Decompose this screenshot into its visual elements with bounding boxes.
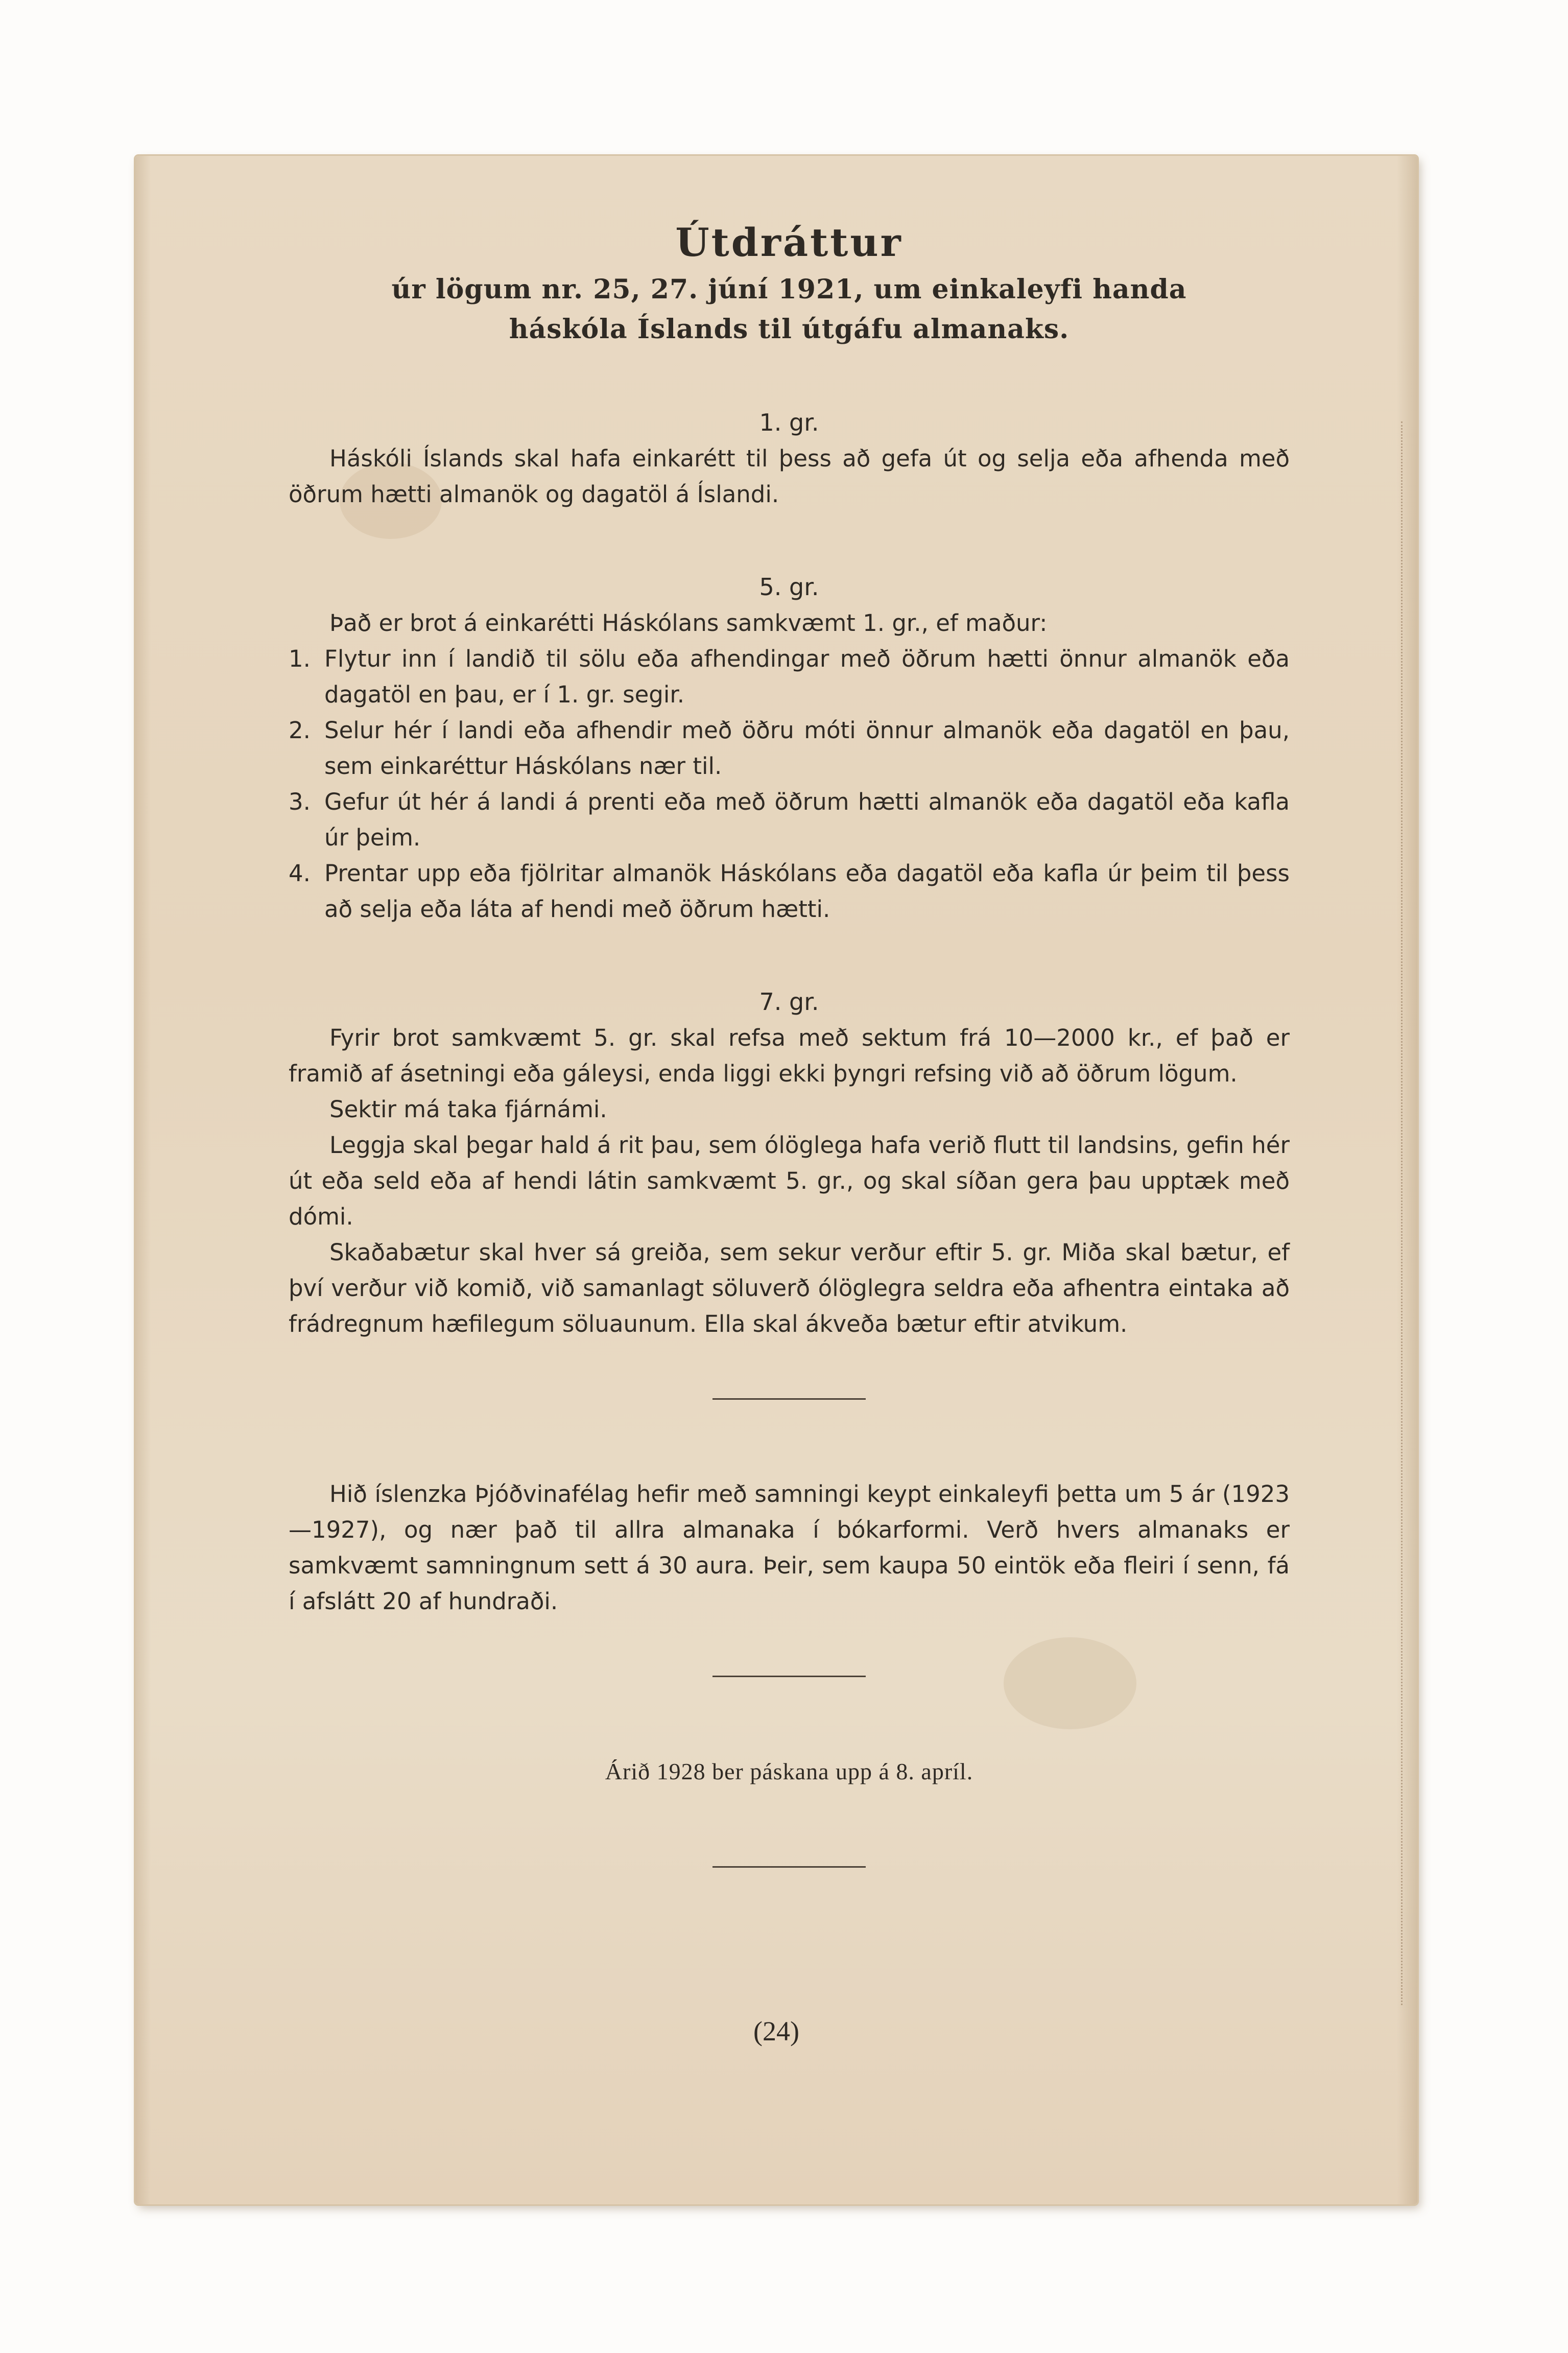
section-7-heading: 7. gr. [759, 988, 819, 1016]
section-7-paragraph: Leggja skal þegar hald á rit þau, sem ólöglega hafa verið flutt til landsins, gefin hér út eða seld eða af hendi látin samkvæmt 5. gr., og skal síðan gera þau upptæk með dómi. [289, 1132, 1290, 1230]
section-5-list [289, 641, 1290, 927]
spacer [289, 1790, 1290, 1866]
spacer [289, 1342, 1290, 1398]
section-7-paragraph: Fyrir brot samkvæmt 5. gr. skal refsa með sektum frá 10—2000 kr., ef það er framið af ásetningi eða gáleysi, enda liggi ekki þyngri refsing við að öðrum lögum. [289, 1024, 1290, 1087]
list-item-text: Gefur út hér á landi á prenti eða með öðrum hætti almanök eða dagatöl eða kafla úr þeim. [324, 788, 1290, 851]
list-item-text: Flytur inn í landið til sölu eða afhendingar með öðrum hætti önnur almanök eða dagatöl en þau, er í 1. gr. segir. [324, 645, 1290, 708]
spacer [289, 1677, 1290, 1754]
booklet-page [135, 156, 1417, 2204]
binding-stitch [1401, 421, 1410, 2005]
list-item-number: 2. [289, 717, 311, 744]
spacer [289, 1619, 1290, 1676]
spacer [289, 512, 1290, 569]
section-7-paragraph: Skaðabætur skal hver sá greiða, sem sekur verður eftir 5. gr. Miða skal bætur, ef því verður við komið, við samanlagt söluverð ólöglegra seldra eða afhentra eintaka að frádregnum hæfilegum söluaunum. Ella skal ákveða bætur eftir atvikum. [289, 1239, 1290, 1337]
notice-paragraph: Hið íslenzka Þjóðvinafélag hefir með samningi keypt einkaleyfi þetta um 5 ár (1923—1927), og nær það til allra almanaka í bókarformi. Verð hvers almanaks er samkvæmt samningnum sett á 30 aura. Þeir, sem kaupa 50 eintök eða fleiri í senn, fá í afslátt 20 af hundraði. [289, 1480, 1290, 1615]
divider-rule [712, 1866, 866, 1868]
list-item-number: 3. [289, 788, 311, 815]
list-item [289, 713, 1290, 784]
list-item-number: 1. [289, 645, 311, 672]
list-item [289, 856, 1290, 927]
document-title: Útdráttur [675, 220, 903, 265]
section-7-paragraph: Sektir má taka fjárnámi. [329, 1096, 607, 1123]
document-subtitle-line2: háskóla Íslands til útgáfu almanaks. [509, 314, 1070, 345]
list-item [289, 784, 1290, 856]
section-1-text: Háskóli Íslands skal hafa einkarétt til þess að gefa út og selja eða afhenda með öðrum hætti almanök og dagatöl á Íslandi. [289, 445, 1290, 508]
spacer [289, 348, 1290, 404]
page-number: (24) [753, 2016, 799, 2046]
list-item-number: 4. [289, 860, 311, 887]
page-content [289, 217, 1290, 1868]
page-shadow-left [135, 156, 151, 2204]
list-item-text: Prentar upp eða fjölritar almanök Háskólans eða dagatöl eða kafla úr þeim til þess að selja eða láta af hendi með öðrum hætti. [324, 860, 1290, 923]
list-item [289, 641, 1290, 713]
section-1-heading: 1. gr. [759, 409, 819, 436]
document-subtitle-line1: úr lögum nr. 25, 27. júní 1921, um einkaleyfi handa [391, 274, 1187, 305]
easter-date-line: Árið 1928 ber páskana upp á 8. apríl. [605, 1758, 973, 1784]
section-5-heading: 5. gr. [759, 573, 819, 601]
spacer [289, 927, 1290, 983]
spacer [289, 1400, 1290, 1476]
list-item-text: Selur hér í landi eða afhendir með öðru móti önnur almanök eða dagatöl en þau, sem einkaréttur Háskólans nær til. [324, 717, 1290, 780]
section-5-intro: Það er brot á einkarétti Háskólans samkvæmt 1. gr., ef maður: [329, 609, 1048, 637]
